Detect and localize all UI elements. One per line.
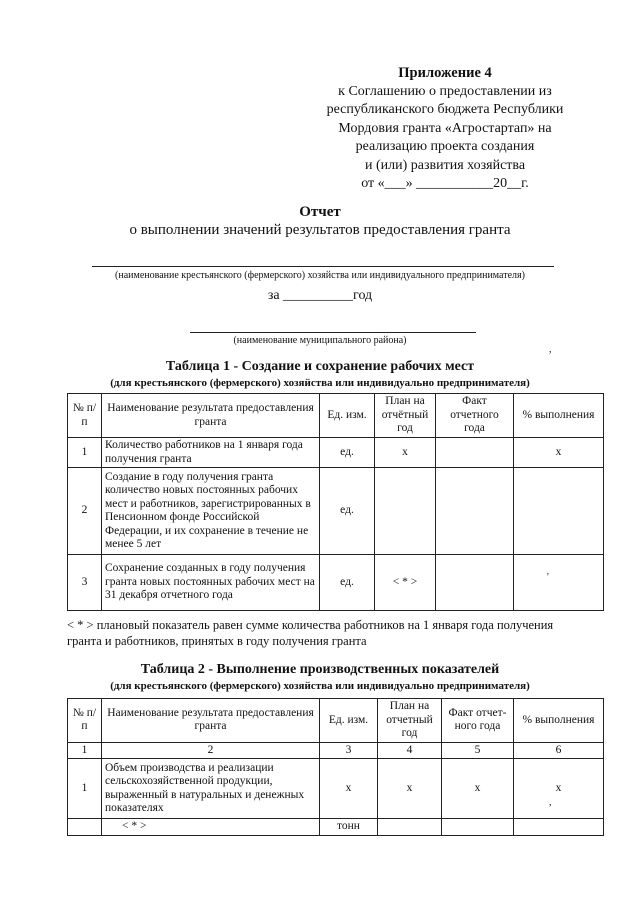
- header-cell: % выполнения: [514, 699, 604, 743]
- table-cell: 1: [68, 438, 102, 468]
- table-cell: x: [442, 759, 514, 819]
- table-cell: < * >: [102, 819, 320, 836]
- table-cell: ед.: [320, 468, 375, 555]
- table-cell: < * >: [375, 555, 436, 611]
- table1-subtitle: (для крестьянского (фермерского) хозяйства или индивидуально предпринимателя): [110, 377, 530, 389]
- table-cell: [68, 819, 102, 836]
- report-subtitle: о выполнении значений результатов предоставления гранта: [129, 222, 511, 238]
- appendix-date-line: от «___» ___________20__г.: [361, 176, 529, 191]
- table-cell: [442, 819, 514, 836]
- farm-caption: (наименование крестьянского (фермерского) хозяйства или индивидуального предпринимателя): [115, 270, 525, 281]
- header-cell: Наименование результата предоставления гранта: [102, 699, 320, 743]
- table-cell: 2: [68, 468, 102, 555]
- table-cell: [436, 438, 514, 468]
- table2-title: Таблица 2 - Выполнение производственных показателей: [140, 662, 500, 677]
- appendix-title: Приложение 4: [398, 65, 492, 81]
- table-cell: Количество работников на 1 января года получения гранта: [102, 438, 320, 468]
- table-cell: 3: [68, 555, 102, 611]
- table-cell: x: [514, 438, 604, 468]
- table2: [67, 698, 604, 836]
- table-row: [68, 819, 604, 836]
- table-row: [68, 468, 604, 555]
- table-cell: [375, 468, 436, 555]
- table1-title: Таблица 1 - Создание и сохранение рабочих мест: [165, 359, 475, 374]
- column-number: 2: [102, 742, 320, 759]
- header-cell: Факт отчетного года: [436, 394, 514, 438]
- table-row: [68, 555, 604, 611]
- header-cell: План на отчетный год: [378, 699, 442, 743]
- header-cell: Ед. изм.: [320, 699, 378, 743]
- appendix-block: [300, 64, 590, 194]
- table-cell: x: [375, 438, 436, 468]
- header-cell: № п/п: [68, 699, 102, 743]
- table-cell: x: [514, 759, 604, 819]
- table-cell: Создание в году получения гранта количество новых постоянных рабочих мест и работников, зарегистрированных в Пенсионном фонде Российской Федерации, и их сохранение в течение не менее 5 лет: [102, 468, 320, 555]
- appendix-line: республиканского бюджета Республики: [326, 102, 564, 117]
- column-number-row: [68, 742, 604, 759]
- table-cell: [514, 555, 604, 611]
- table-cell: [378, 819, 442, 836]
- table-cell: ед.: [320, 555, 375, 611]
- appendix-line: и (или) развития хозяйства: [364, 157, 526, 173]
- table1: [67, 393, 604, 611]
- appendix-line: к Соглашению о предоставлении из: [338, 83, 552, 99]
- table-cell: [514, 468, 604, 555]
- column-number: 1: [68, 742, 102, 759]
- header-cell: План на отчётный год: [375, 394, 436, 438]
- column-number: 3: [320, 742, 378, 759]
- farm-name-line: [92, 266, 554, 267]
- report-title: Отчет: [299, 204, 341, 220]
- table-cell: 1: [68, 759, 102, 819]
- header-cell: % выполнения: [514, 394, 604, 438]
- column-number: 5: [442, 742, 514, 759]
- table2-subtitle: (для крестьянского (фермерского) хозяйства или индивидуально предпринимателя): [110, 680, 530, 692]
- table-row: [68, 759, 604, 819]
- scan-mark: ,: [549, 344, 552, 355]
- header-cell: № п/п: [68, 394, 102, 438]
- appendix-line: реализацию проекта создания: [355, 139, 535, 154]
- district-caption: (наименование муниципального района): [233, 335, 407, 346]
- header-cell: Факт отчет-ного года: [442, 699, 514, 743]
- table-cell: [436, 555, 514, 611]
- table-cell: ед.: [320, 438, 375, 468]
- table-cell: Объем производства и реализации сельскохозяйственной продукции, выраженный в натуральных и денежных показателях: [102, 759, 320, 819]
- table-header-row: [68, 394, 604, 438]
- table-cell: x: [378, 759, 442, 819]
- table-cell: x: [320, 759, 378, 819]
- table-cell: [514, 819, 604, 836]
- appendix-line: Мордовия гранта «Агростартап» на: [338, 120, 552, 136]
- scan-mark: ': [547, 572, 549, 583]
- table-cell: [436, 468, 514, 555]
- header-cell: Наименование результата предоставления гранта: [102, 394, 320, 438]
- scan-mark: ,: [549, 797, 552, 808]
- header-cell: Ед. изм.: [320, 394, 375, 438]
- table-cell: тонн: [320, 819, 378, 836]
- column-number: 4: [378, 742, 442, 759]
- table-cell: Сохранение созданных в году получения гранта новых постоянных рабочих мест на 31 декабря отчетного года: [102, 555, 320, 611]
- table1-footnote: < * > плановый показатель равен сумме количества работников на 1 января года получения гранта и работников, принятых в году получения гранта: [67, 618, 554, 648]
- column-number: 6: [514, 742, 604, 759]
- table-header-row: [68, 699, 604, 743]
- table-row: [68, 438, 604, 468]
- district-line: [190, 332, 476, 333]
- year-line: за __________год: [267, 288, 373, 303]
